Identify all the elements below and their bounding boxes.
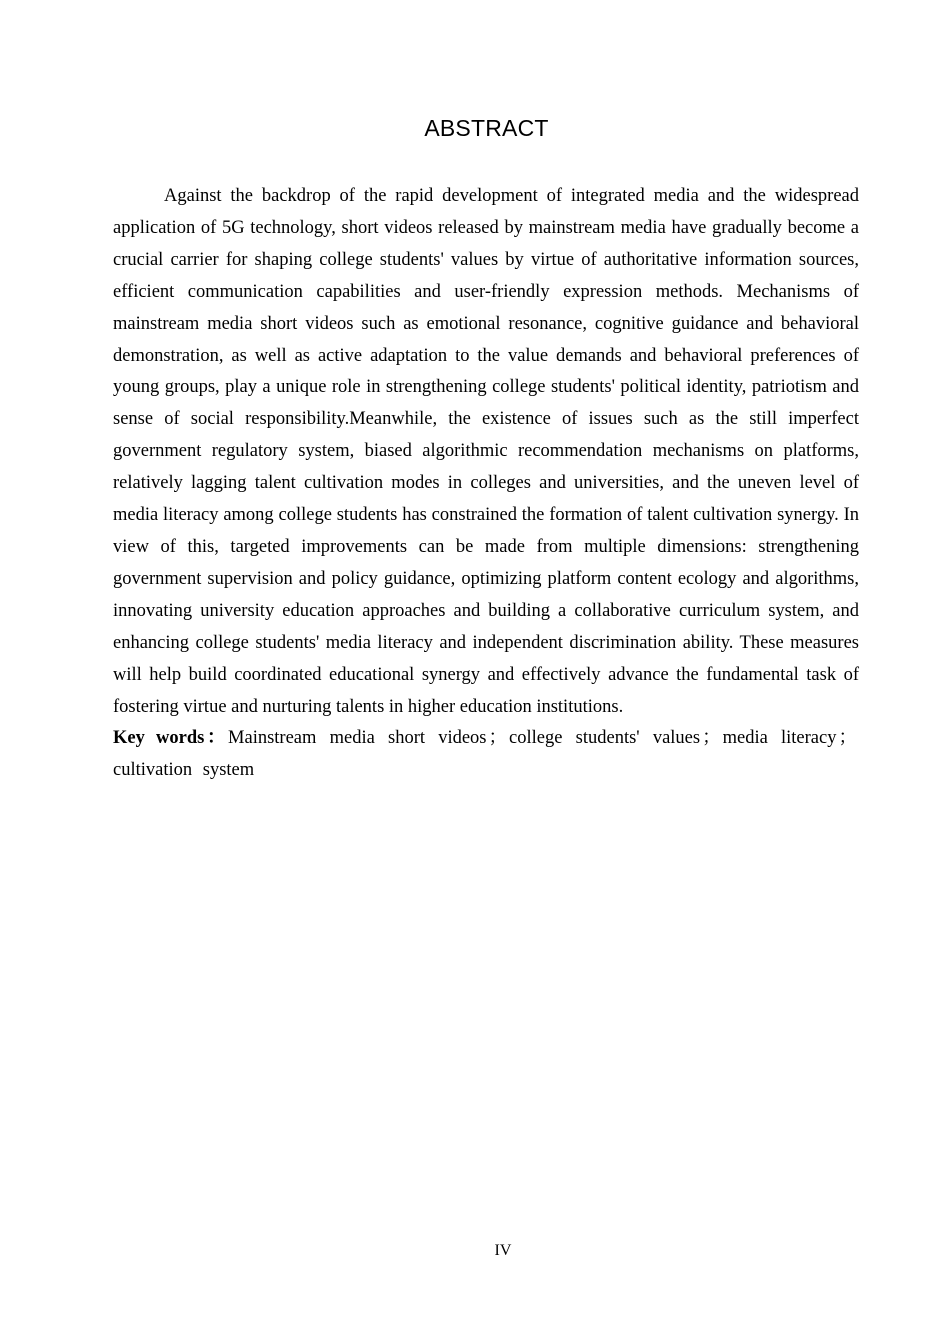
- keyword-item: cultivation system: [113, 760, 255, 781]
- keyword-separator: ；: [838, 728, 857, 749]
- keywords-label: Key words：: [113, 728, 229, 749]
- abstract-body: [113, 181, 859, 787]
- page-number: IV: [494, 1242, 512, 1259]
- keyword-item: media literacy: [722, 728, 837, 749]
- abstract-title: ABSTRACT: [424, 115, 549, 141]
- keyword-item: college students' values: [509, 728, 701, 749]
- keyword-separator: ；: [702, 728, 721, 749]
- keywords-line: [113, 723, 859, 787]
- abstract-paragraph: Against the backdrop of the rapid development of integrated media and the widespread application of 5G technology, short videos released by mainstream media have gradually become a crucial carrier for shaping college students' values by virtue of authoritative information sources, efficient communication capabilities and user-friendly expression methods. Mechanisms of mainstream media short videos such as emotional resonance, cognitive guidance and behavioral demonstration, as well as active adaptation to the value demands and behavioral preferences of young groups, play a unique role in strengthening college students' political identity, patriotism and sense of social responsibility.Meanwhile, the existence of issues such as the still imperfect government regulatory system, biased algorithmic recommendation mechanisms on platforms, relatively lagging talent cultivation modes in colleges and universities, and the uneven level of media literacy among college students has constrained the formation of talent cultivation synergy. In view of this, targeted improvements can be made from multiple dimensions: strengthening government supervision and policy guidance, optimizing platform content ecology and algorithms, innovating university education approaches and building a collaborative curriculum system, and enhancing college students' media literacy and independent discrimination ability. These measures will help build coordinated educational synergy and effectively advance the fundamental task of fostering virtue and nurturing talents in higher education institutions.: [113, 186, 859, 717]
- keyword-item: Mainstream media short videos: [228, 728, 487, 749]
- keyword-separator: ；: [488, 728, 508, 749]
